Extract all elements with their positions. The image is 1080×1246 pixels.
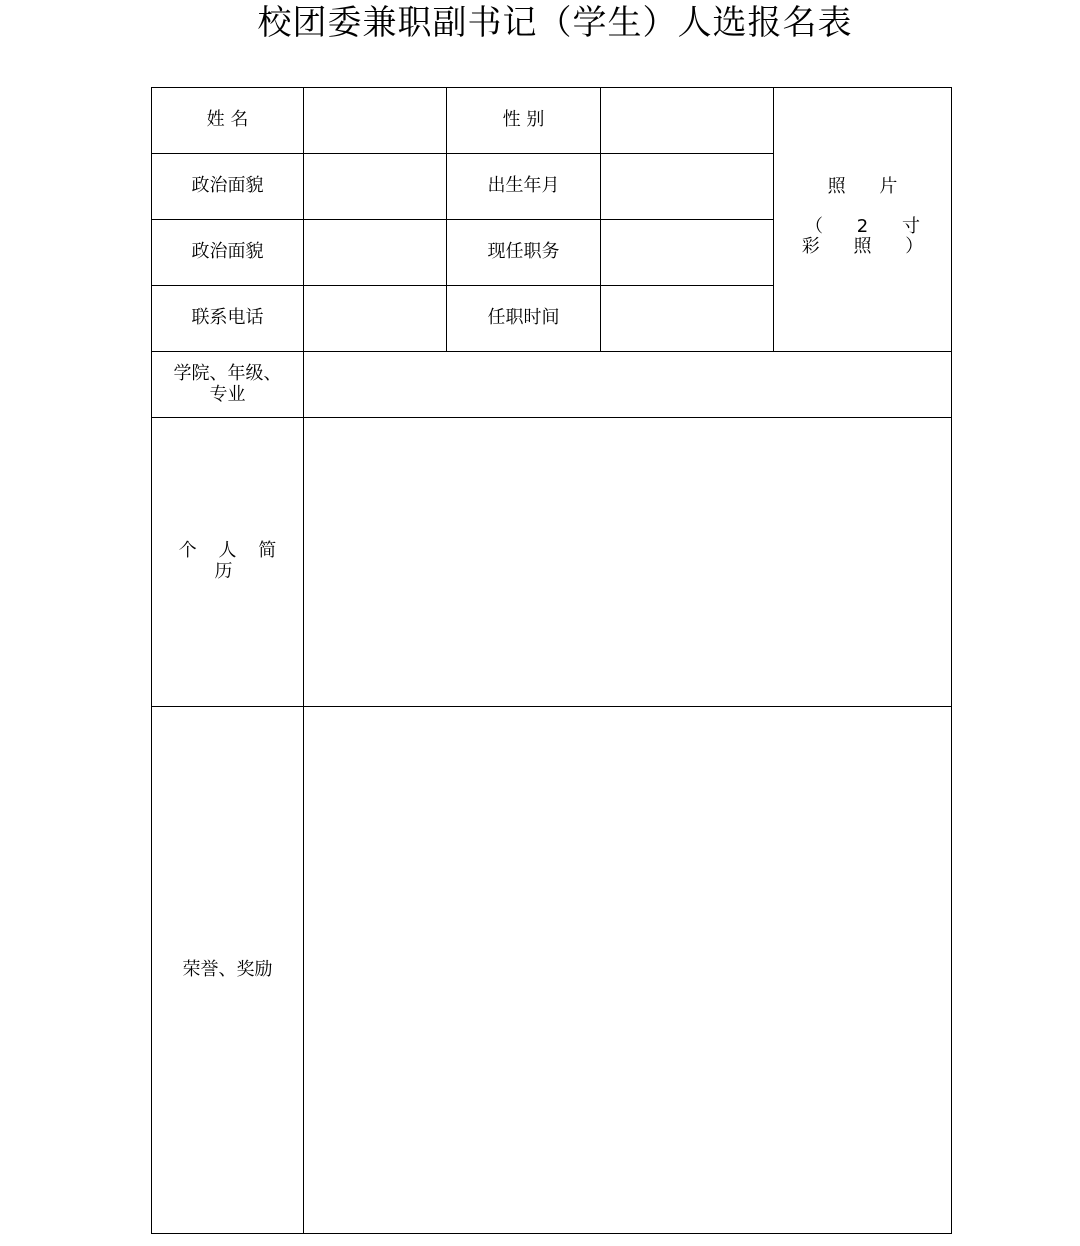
photo-box [774,88,952,352]
form-row-honors [152,707,952,1234]
field-tenure[interactable] [601,286,774,352]
label-college-grade-major [152,352,304,418]
label-resume-text: 个 人 简 历 [178,540,285,582]
field-resume[interactable] [304,418,952,707]
field-honors[interactable] [304,707,952,1234]
photo-note: （ 2 寸 彩 照 ） [801,215,938,258]
field-phone[interactable] [304,286,447,352]
label-gender: 性 别 [447,88,601,154]
label-tenure: 任职时间 [447,286,601,352]
field-current-position[interactable] [601,220,774,286]
label-current-position: 现任职务 [447,220,601,286]
form-title: 校团委兼职副书记（学生）人选报名表 [257,3,853,43]
form-row-college [152,352,952,418]
photo-label: 照 片 [827,176,912,197]
label-resume [152,418,304,707]
field-name[interactable] [304,88,447,154]
field-gender[interactable] [601,88,774,154]
form-row-name [152,88,952,154]
field-political-status-1[interactable] [304,154,447,220]
label-phone: 联系电话 [152,286,304,352]
field-college-grade-major[interactable] [304,352,952,418]
label-birth-date: 出生年月 [447,154,601,220]
label-political-status-2: 政治面貌 [152,220,304,286]
registration-form-table [151,87,952,1234]
label-name: 姓 名 [152,88,304,154]
label-honors: 荣誉、奖励 [152,707,304,1234]
form-row-resume [152,418,952,707]
field-political-status-2[interactable] [304,220,447,286]
label-college-line1: 学院、年级、 [173,362,282,384]
field-birth-date[interactable] [601,154,774,220]
label-political-status-1: 政治面貌 [152,154,304,220]
label-college-line2: 专业 [209,383,246,405]
